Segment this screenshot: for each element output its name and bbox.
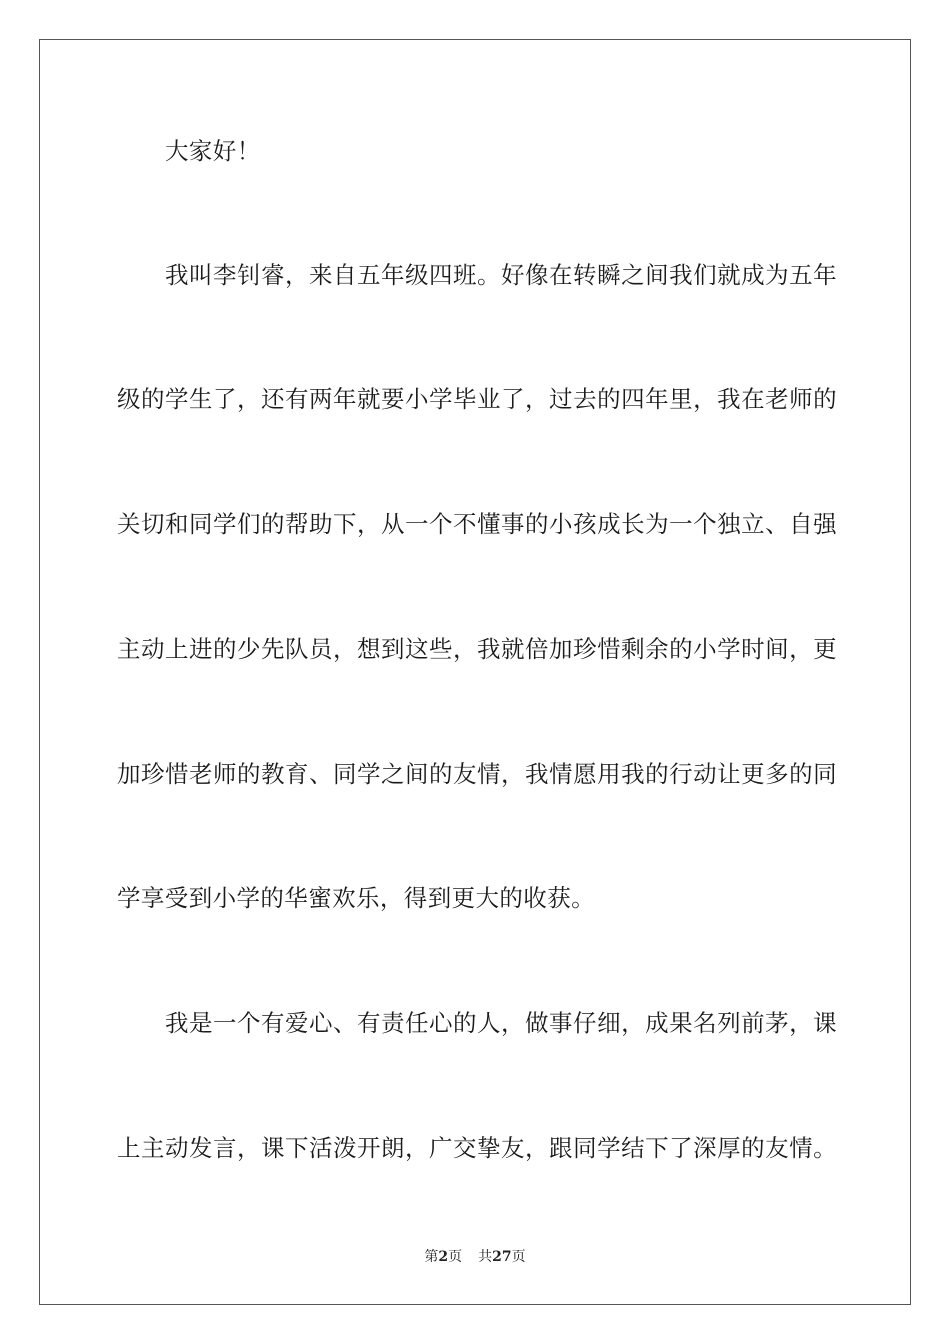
paragraph-1-line-2: 级的学生了，还有两年就要小学毕业了，过去的四年里，我在老师的: [117, 385, 837, 413]
total-prefix: 共: [478, 1249, 493, 1265]
paragraph-1-line-3: 关切和同学们的帮助下，从一个不懂事的小孩成长为一个独立、自强: [117, 510, 837, 538]
page-frame: [39, 39, 911, 1305]
paragraph-1-line-4: 主动上进的少先队员，想到这些，我就倍加珍惜剩余的小学时间，更: [117, 635, 837, 663]
page-suffix: 页: [448, 1249, 463, 1265]
paragraph-2-line-2: 上主动发言，课下活泼开朗，广交挚友，跟同学结下了深厚的友情。: [117, 1134, 837, 1162]
total-pages: 27: [492, 1249, 512, 1265]
page-footer: [0, 1248, 950, 1266]
paragraph-1-line-5: 加珍惜老师的教育、同学之间的友情，我情愿用我的行动让更多的同: [117, 760, 837, 788]
paragraph-1-line-6: 学享受到小学的华蜜欢乐，得到更大的收获。: [117, 884, 595, 912]
paragraph-2-line-1: 我是一个有爱心、有责任心的人，做事仔细，成果名列前茅，课: [165, 1009, 837, 1037]
greeting-line: 大家好！: [165, 137, 261, 165]
paragraph-1-line-1: 我叫李钊睿，来自五年级四班。好像在转瞬之间我们就成为五年: [165, 261, 837, 289]
page-number: 2: [438, 1249, 449, 1265]
total-suffix: 页: [511, 1249, 526, 1265]
page-prefix: 第: [424, 1249, 439, 1265]
